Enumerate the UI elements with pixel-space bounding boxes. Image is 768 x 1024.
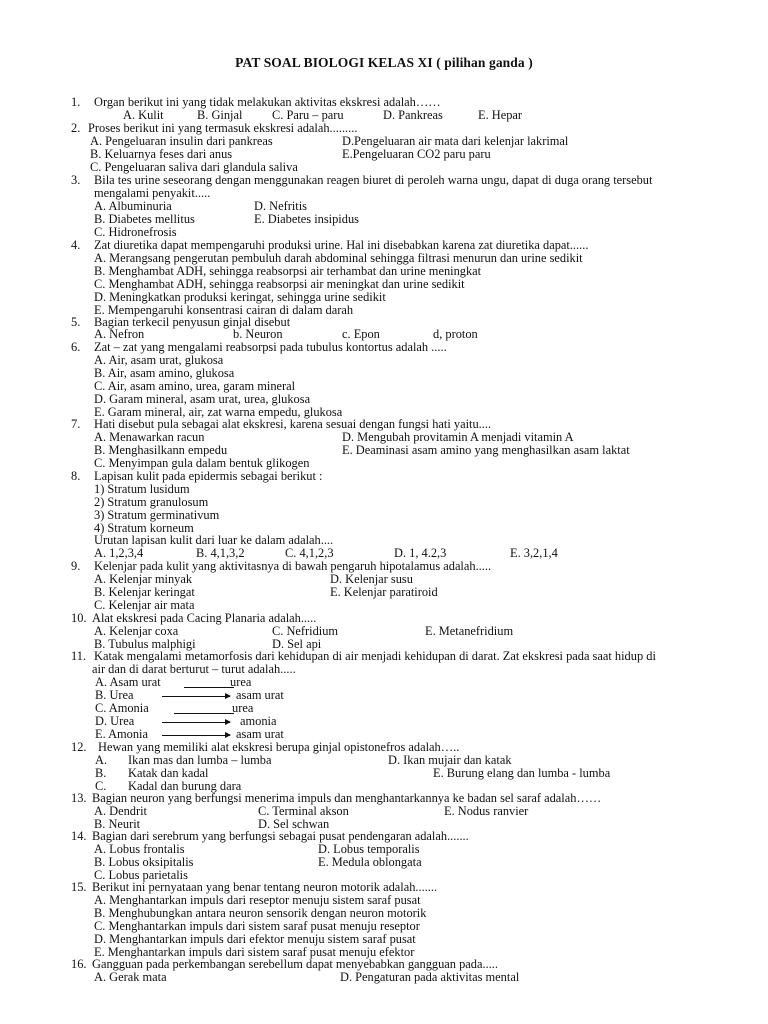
- option-a: A. Albuminuria: [94, 199, 172, 213]
- question-text: air dan di darat berturut – turut adalah.....: [92, 662, 296, 676]
- option-e: E. Deaminasi asam amino yang menghasilkan asam laktat: [342, 443, 630, 457]
- arrow-icon: [162, 735, 230, 736]
- option-e-right: asam urat: [236, 727, 284, 741]
- question-number: 10.: [71, 611, 87, 625]
- question-number: 4.: [71, 238, 81, 252]
- option-e-left: E. Amonia: [95, 727, 148, 741]
- option-a: A. Lobus frontalis: [94, 842, 185, 856]
- option-b: B. Menghasilkann empedu: [94, 443, 228, 457]
- option-key: B.: [95, 766, 107, 780]
- option-e: E. Mempengaruhi konsentrasi cairan di dalam darah: [94, 303, 354, 317]
- question-text: Kelenjar pada kulit yang aktivitasnya di bawah pengaruh hipotalamus adalah.....: [94, 559, 492, 573]
- option-c: C. Paru – paru: [272, 108, 344, 122]
- question-number: 7.: [71, 417, 81, 431]
- option-e: E. Kelenjar paratiroid: [330, 585, 438, 599]
- option-b: B. Tubulus malphigi: [94, 637, 196, 651]
- question-number: 3.: [71, 173, 81, 187]
- question-number: 5.: [71, 315, 81, 329]
- question-number: 6.: [71, 340, 81, 354]
- question-text: Organ berikut ini yang tidak melakukan aktivitas ekskresi adalah……: [94, 95, 441, 109]
- option-a: A. Kulit: [123, 108, 164, 122]
- option-b: B. Diabetes mellitus: [94, 212, 195, 226]
- option-e: E. Burung elang dan lumba - lumba: [433, 766, 611, 780]
- option-a: Ikan mas dan lumba – lumba: [128, 753, 272, 767]
- option-c-left: C. Amonia: [95, 701, 149, 715]
- option-a: A. Kelenjar minyak: [94, 572, 193, 586]
- question-number: 12.: [71, 740, 87, 754]
- option-key: A.: [95, 753, 108, 767]
- option-d: D. Meningkatkan produksi keringat, sehingga urine sedikit: [94, 290, 386, 304]
- option-d: D. Mengubah provitamin A menjadi vitamin A: [342, 430, 574, 444]
- option-a: A. Dendrit: [94, 804, 147, 818]
- option-a: A. Nefron: [94, 327, 145, 341]
- option-d: D. Ikan mujair dan katak: [388, 753, 512, 767]
- question-text: Hati disebut pula sebagai alat ekskresi, karena sesuai dengan fungsi hati yaitu....: [94, 417, 492, 431]
- question-text: Alat ekskresi pada Cacing Planaria adalah.....: [92, 611, 317, 625]
- option-a: A. Gerak mata: [94, 970, 167, 984]
- option-c: C. Pengeluaran saliva dari glandula saliva: [90, 160, 298, 174]
- list-item: 4) Stratum korneum: [94, 521, 194, 535]
- list-item: 1) Stratum lusidum: [94, 482, 190, 496]
- option-b: B. Air, asam amino, glukosa: [94, 366, 235, 380]
- question-number: 2.: [71, 121, 81, 135]
- option-e: E.Pengeluaran CO2 paru paru: [342, 147, 491, 161]
- option-a-right: urea: [230, 675, 252, 689]
- option-b: B. Menghambat ADH, sehingga reabsorpsi air terhambat dan urine meningkat: [94, 264, 482, 278]
- option-e: E. Garam mineral, air, zat warna empedu, glukosa: [94, 405, 343, 419]
- question-number: 8.: [71, 469, 81, 483]
- option-b: B. 4,1,3,2: [196, 546, 245, 560]
- question-text: Bagian dari serebrum yang berfungsi sebagai pusat pendengaran adalah.......: [92, 829, 469, 843]
- option-b: B. Neurit: [94, 817, 141, 831]
- option-d: D. Sel schwan: [258, 817, 330, 831]
- option-b: Katak dan kadal: [128, 766, 209, 780]
- option-d-right: amonia: [240, 714, 277, 728]
- option-a: A. Pengeluaran insulin dari pankreas: [90, 134, 273, 148]
- option-b: B. Kelenjar keringat: [94, 585, 195, 599]
- option-c: C. Kelenjar air mata: [94, 598, 195, 612]
- arrow-icon: [162, 696, 230, 697]
- option-c: C. Menyimpan gula dalam bentuk glikogen: [94, 456, 310, 470]
- question-text: Bila tes urine seseorang dengan menggunakan reagen biuret di peroleh warna ungu, dapat di duga orang tersebut: [94, 173, 653, 187]
- option-d-left: D. Urea: [95, 714, 135, 728]
- option-c: C. 4,1,2,3: [285, 546, 334, 560]
- question-text: Proses berikut ini yang termasuk ekskresi adalah.........: [88, 121, 358, 135]
- question-number: 13.: [71, 791, 87, 805]
- answer-line: [174, 713, 234, 714]
- option-d: D.Pengeluaran air mata dari kelenjar lakrimal: [342, 134, 569, 148]
- question-text: Bagian neuron yang berfungsi menerima impuls dan menghantarkannya ke badan sel saraf adalah……: [92, 791, 602, 805]
- option-d: D. Kelenjar susu: [330, 572, 413, 586]
- option-c: C. Menghantarkan impuls dari sistem saraf pusat menuju reseptor: [94, 919, 420, 933]
- option-a: A. Air, asam urat, glukosa: [94, 353, 224, 367]
- question-text: Zat – zat yang mengalami reabsorpsi pada tubulus kontortus adalah .....: [94, 340, 447, 354]
- option-b: B. Ginjal: [197, 108, 243, 122]
- question-text: Lapisan kulit pada epidermis sebagai berikut :: [94, 469, 323, 483]
- option-c: C. Terminal akson: [258, 804, 349, 818]
- option-c: C. Air, asam amino, urea, garam mineral: [94, 379, 296, 393]
- option-c: C. Menghambat ADH, sehingga reabsorpsi air meningkat dan urine sedikit: [94, 277, 465, 291]
- option-c: c. Epon: [342, 327, 380, 341]
- question-prompt: Urutan lapisan kulit dari luar ke dalam adalah....: [94, 533, 334, 547]
- question-number: 15.: [71, 880, 87, 894]
- option-e: E. Nodus ranvier: [444, 804, 529, 818]
- option-e: E. Menghantarkan impuls dari sistem saraf pusat menuju efektor: [94, 945, 415, 959]
- option-a: A. Menawarkan racun: [94, 430, 205, 444]
- option-c: Kadal dan burung dara: [128, 779, 242, 793]
- question-text: Hewan yang memiliki alat ekskresi berupa ginjal opistonefros adalah…..: [98, 740, 460, 754]
- option-d: D. Menghantarkan impuls dari efektor menuju sistem saraf pusat: [94, 932, 416, 946]
- option-c: C. Lobus parietalis: [94, 868, 188, 882]
- question-number: 14.: [71, 829, 87, 843]
- option-d: d, proton: [433, 327, 478, 341]
- question-text: Gangguan pada perkembangan serebellum dapat menyebabkan gangguan pada.....: [92, 957, 498, 971]
- option-b: B. Keluarnya feses dari anus: [90, 147, 233, 161]
- question-number: 9.: [71, 559, 81, 573]
- option-key: C.: [95, 779, 107, 793]
- option-b: b. Neuron: [233, 327, 283, 341]
- option-e: E. Hepar: [478, 108, 523, 122]
- question-number: 1.: [71, 95, 81, 109]
- question-text: Katak mengalami metamorfosis dari kehidupan di air menjadi kehidupan di darat. Zat ekskresi pada saat hidup di: [94, 649, 656, 663]
- option-c: C. Nefridium: [272, 624, 339, 638]
- option-a: A. Merangsang pengerutan pembuluh darah abdominal sehingga filtrasi menurun dan urine sedikit: [94, 251, 583, 265]
- option-b: B. Menghubungkan antara neuron sensorik dengan neuron motorik: [94, 906, 427, 920]
- option-d: D. Lobus temporalis: [318, 842, 420, 856]
- list-item: 2) Stratum granulosum: [94, 495, 209, 509]
- option-e: E. Diabetes insipidus: [254, 212, 359, 226]
- answer-line: [184, 687, 234, 688]
- option-e: E. Medula oblongata: [318, 855, 422, 869]
- question-text: Bagian terkecil penyusun ginjal disebut: [94, 315, 291, 329]
- option-d: D. 1, 4.2,3: [394, 546, 447, 560]
- option-d: D. Sel api: [272, 637, 322, 651]
- option-a: A. Kelenjar coxa: [94, 624, 179, 638]
- option-b-right: asam urat: [236, 688, 284, 702]
- option-d: D. Nefritis: [254, 199, 307, 213]
- page-title: PAT SOAL BIOLOGI KELAS XI ( pilihan ganda ): [235, 55, 533, 70]
- question-text: mengalami penyakit.....: [94, 186, 211, 200]
- option-b-left: B. Urea: [95, 688, 134, 702]
- question-number: 11.: [71, 649, 87, 663]
- option-c: C. Hidronefrosis: [94, 225, 177, 239]
- question-number: 16.: [71, 957, 87, 971]
- option-c-right: urea: [232, 701, 254, 715]
- option-d: D. Pankreas: [383, 108, 443, 122]
- question-text: Zat diuretika dapat mempengaruhi produksi urine. Hal ini disebabkan karena zat diuretika dapat......: [94, 238, 589, 252]
- option-b: B. Lobus oksipitalis: [94, 855, 194, 869]
- option-e: E. 3,2,1,4: [510, 546, 558, 560]
- option-a: A. Menghantarkan impuls dari reseptor menuju sistem saraf pusat: [94, 893, 421, 907]
- option-d: D. Pengaturan pada aktivitas mental: [340, 970, 520, 984]
- question-text: Berikut ini pernyataan yang benar tentang neuron motorik adalah.......: [92, 880, 438, 894]
- option-a: A. 1,2,3,4: [94, 546, 144, 560]
- arrow-icon: [162, 722, 230, 723]
- list-item: 3) Stratum germinativum: [94, 508, 220, 522]
- option-d: D. Garam mineral, asam urat, urea, glukosa: [94, 392, 311, 406]
- option-a-left: A. Asam urat: [95, 675, 161, 689]
- option-e: E. Metanefridium: [425, 624, 514, 638]
